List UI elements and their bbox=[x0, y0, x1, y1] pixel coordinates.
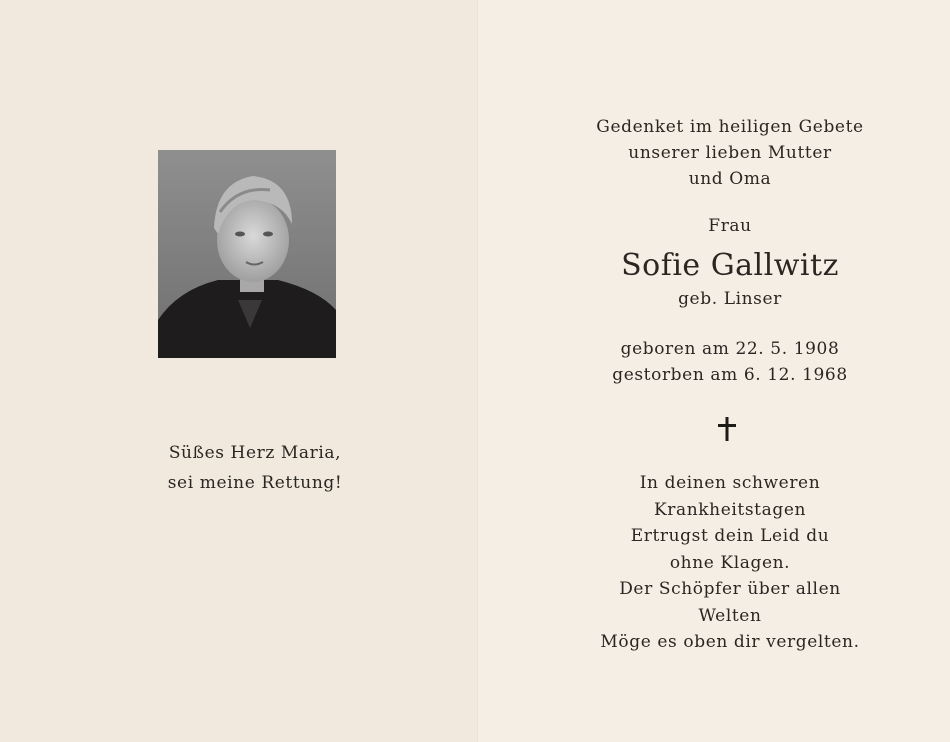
card-fold bbox=[477, 0, 479, 742]
prayer-line: sei meine Rettung! bbox=[167, 473, 343, 493]
cross-icon bbox=[715, 415, 739, 443]
intro-text bbox=[570, 114, 890, 192]
birth-date: geboren am 22. 5. 1908 bbox=[620, 339, 840, 359]
prayer-line: Süßes Herz Maria, bbox=[168, 443, 342, 463]
intro-line: Gedenket im heiligen Gebete bbox=[596, 117, 864, 137]
poem-line: Krankheitstagen bbox=[653, 499, 807, 520]
deceased-name: Sofie Gallwitz bbox=[621, 248, 839, 283]
poem-line: ohne Klagen. bbox=[669, 552, 791, 573]
prayer-text bbox=[150, 438, 360, 498]
intro-line: und Oma bbox=[688, 169, 772, 189]
title-text: Frau bbox=[708, 216, 752, 236]
poem-line: Welten bbox=[698, 605, 762, 626]
poem-line: In deinen schweren bbox=[639, 473, 821, 493]
poem-line: Der Schöpfer über allen bbox=[619, 579, 841, 599]
poem-line: Ertrugst dein Leid du bbox=[630, 526, 830, 546]
poem-text bbox=[570, 470, 890, 656]
death-date: gestorben am 6. 12. 1968 bbox=[612, 365, 848, 385]
portrait-photo bbox=[158, 150, 336, 358]
intro-line: unserer lieben Mutter bbox=[628, 143, 832, 163]
poem-line: Möge es oben dir vergelten. bbox=[600, 632, 860, 652]
maiden-name: geb. Linser bbox=[678, 289, 782, 309]
life-dates bbox=[570, 336, 890, 388]
